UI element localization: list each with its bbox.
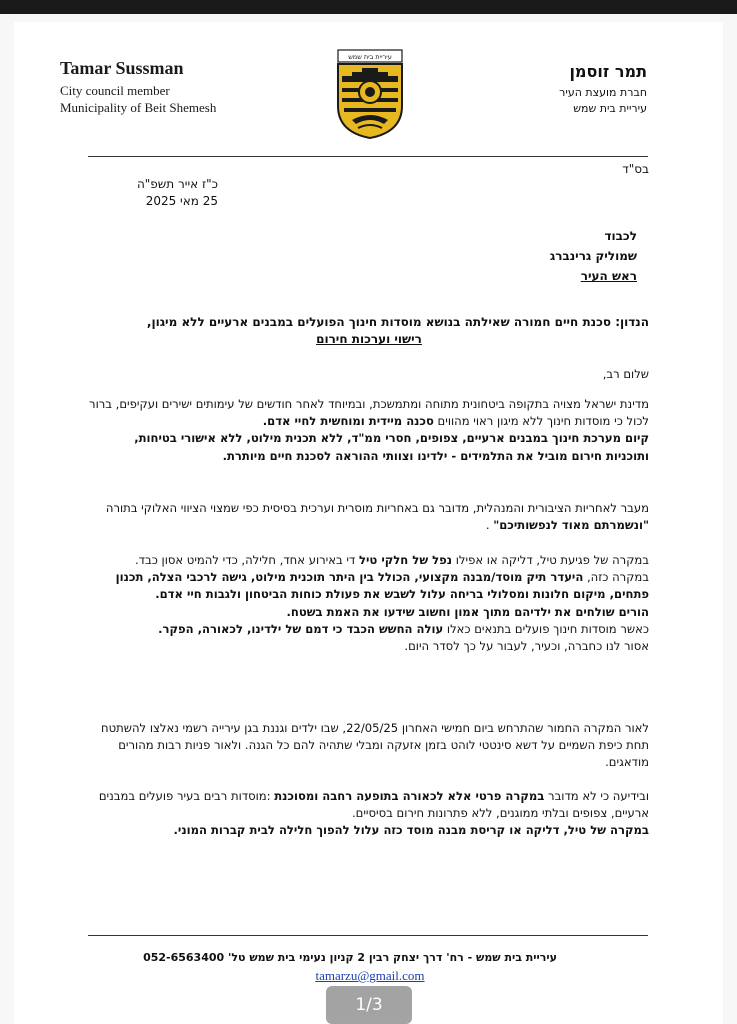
p3-text-d: במקרה כזה, xyxy=(583,570,649,585)
p3-text-a: במקרה של פגיעת טיל, דליקה או אפילו xyxy=(452,553,649,567)
p5-text-c: :מוסדות רבים בעיר פועלים במבנים ארעיים, צפופים ובלתי ממוגנים, ללא פתרונות חירום בסיסיים. xyxy=(98,789,649,821)
sender-name-he: תמר זוסמן xyxy=(569,62,647,81)
viewer-top-bar xyxy=(0,0,737,14)
p3-text-f: הורים שולחים את ילדיהם מתוך אמון וחשוב שידעו את האמת בשטח. xyxy=(286,604,649,619)
paragraph-2 xyxy=(89,500,649,534)
p5-text-b: במקרה פרטי אלא לכאורה בתופעה רחבה ומסוכנת xyxy=(274,789,545,803)
paragraph-1 xyxy=(89,396,649,465)
p2-text-a: מעבר לאחריות הציבורית והמנהלית, מדובר גם באחריות מוסרית וערכית בסיסית כפי שמצוי הציווי האלוקי בתורה xyxy=(105,501,649,515)
sender-title-en: City council member xyxy=(60,83,170,98)
p1-text-c: קיום מערכת חינוך במבנים ארעיים, צפופים, חסרי ממ"ד, ללא תכנית מילוט, ללא אישורי בטיחות, ותוכניות חירום מוביל את התלמידים - ילדינו וצוותי ההוראה לסכנת חיים מיותרת. xyxy=(134,431,649,463)
sender-english-block xyxy=(60,58,216,116)
sender-title-he: חברת מועצת העיר xyxy=(559,86,647,99)
letter-subject xyxy=(89,314,649,348)
addressee-role: ראש העיר xyxy=(580,269,637,283)
p3-text-b: נפל של חלקי טיל xyxy=(359,553,453,567)
p3-text-c: די באירוע אחד, חלילה, כדי להמיט אסון כבד. xyxy=(135,553,359,567)
sender-hebrew-block xyxy=(559,62,647,117)
p5-text-d: במקרה של טיל, דליקה או קריסת מבנה מוסד כזה עלול להפוך חלילה לבית קברות המוני. xyxy=(173,823,649,838)
paragraph-5 xyxy=(89,788,649,840)
sender-org-he: עיריית בית שמש xyxy=(573,102,647,115)
addressee-block xyxy=(550,226,637,286)
subject-line-1: הנדון: סכנת חיים חמורה שאילתה בנושא מוסדות חינוך הפועלים במבנים ארעיים ללא מיגון, xyxy=(146,315,649,329)
header-divider xyxy=(88,156,648,157)
municipality-emblem-icon xyxy=(330,48,410,140)
besd-mark: בס"ד xyxy=(622,162,649,176)
page-indicator[interactable]: 1/3 xyxy=(326,986,412,1024)
p2-text-c: . xyxy=(485,518,494,533)
footer-address: עיריית בית שמש - רח' דרך יצחק רבין 2 קניון נעימי בית שמש טל' 052-6563400 xyxy=(143,951,557,964)
greeting: שלום רב, xyxy=(602,367,649,381)
footer-email-link[interactable]: tamarzu@gmail.com xyxy=(315,968,425,983)
p3-text-i: אסור לנו כחברה, וכעיר, לעבור על כך לסדר היום. xyxy=(404,639,649,654)
date-hebrew: כ"ז אייר תשפ"ה xyxy=(136,177,218,191)
addressee-name: שמוליק גרינברג xyxy=(549,249,637,263)
sender-org-en: Municipality of Beit Shemesh xyxy=(60,100,217,115)
sender-name-en: Tamar Sussman xyxy=(60,58,184,78)
paragraph-4: לאור המקרה החמור שהתרחש ביום חמישי האחרון 22/05/25, שבו ילדים וגננת בגן עירייה רשמי נאלצו להשתטח תחת כיפת השמיים על דשא סינטטי לוהט בזמן אזעקה ומבלי שתהיה להם כל הגנה. ולאור פניות רבות מהורים מודאגים. xyxy=(101,721,649,770)
p3-text-h: עולה החשש הכבד כי דמם של ילדינו, לכאורה, הפקר. xyxy=(158,621,444,636)
footer-divider xyxy=(88,935,648,936)
emblem-caption: עיריית בית שמש xyxy=(348,53,392,61)
subject-line-2: רישוי וערכות חירום xyxy=(316,332,422,346)
letter-date xyxy=(88,176,218,210)
p5-text-a: ובידיעה כי לא מדובר xyxy=(544,789,649,803)
p3-text-e: היעדר תיק מוסד/מבנה מקצועי, הכולל בין היתר תוכנית מילוט, גישה לרכבי הצלה, תכנון פתחים, מיקום חלונות ומסלולי בריחה עלול לשבש את פעולת כוחות הביטחון ולגבות חיי אדם. xyxy=(115,570,649,602)
date-gregorian: 25 מאי 2025 xyxy=(145,194,218,208)
p1-text-b: סכנה מיידית ומוחשית לחיי אדם. xyxy=(262,414,434,429)
paragraph-3 xyxy=(89,552,649,655)
p2-text-b: "ונשמרתם מאוד לנפשותיכם" xyxy=(493,518,649,533)
p1-text-a: מדינת ישראל מצויה בתקופה ביטחונית מתוחה ומתמשכת, ובמיוחד לאחר חודשים של עימותים ישירים ועקיפים, ברור לכול כי מוסדות חינוך ללא מיגון ראוי מהווים xyxy=(89,397,649,429)
p3-text-g: כאשר מוסדות חינוך פועלים בתנאים כאלו xyxy=(443,621,649,636)
addressee-label: לכבוד xyxy=(604,229,637,243)
